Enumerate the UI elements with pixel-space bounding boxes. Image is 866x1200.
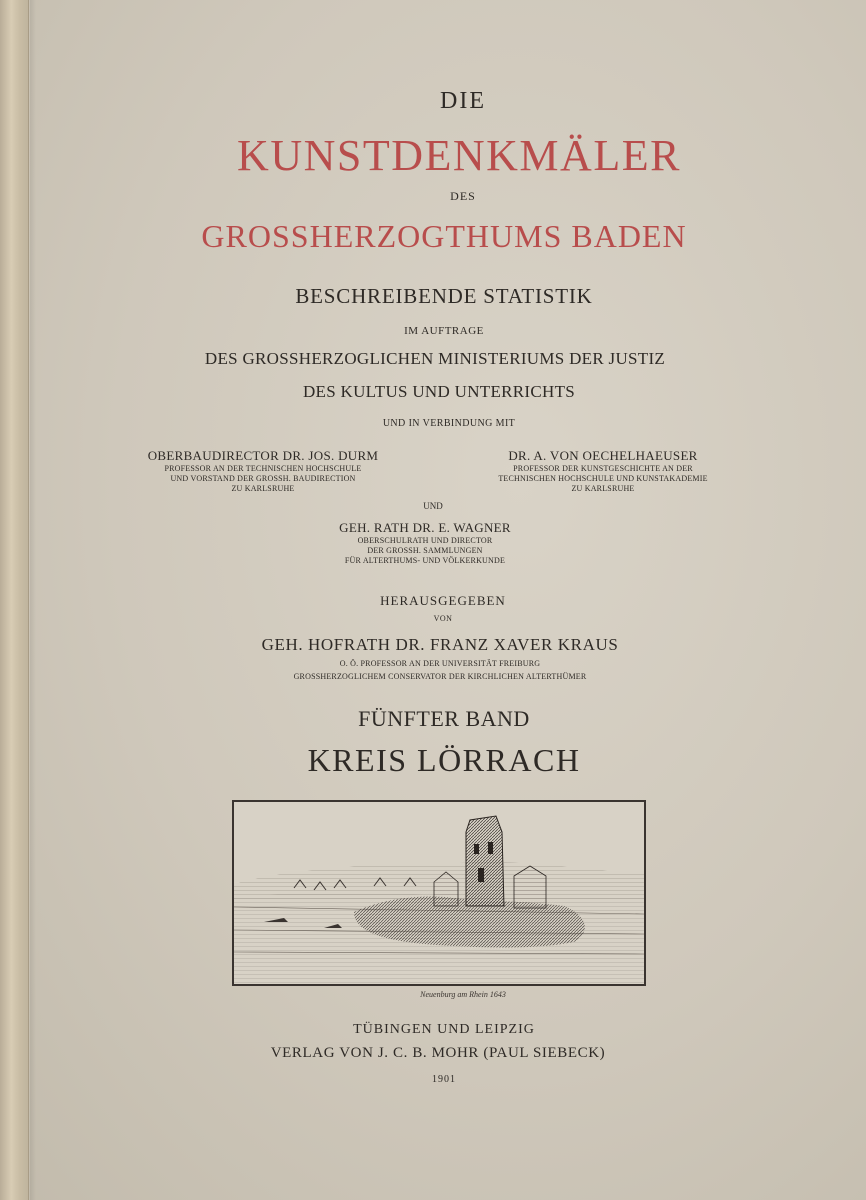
collaborator-left-name: OBERBAUDIRECTOR DR. JOS. DURM — [147, 448, 379, 463]
collaborator-right — [448, 448, 758, 494]
collaborator-right-line: TECHNISCHEN HOCHSCHULE UND KUNSTAKADEMIE — [498, 474, 708, 483]
collaborator-third — [290, 520, 560, 566]
description-line4: DES KULTUS UND UNTERRICHTS — [302, 382, 576, 401]
imprint-place: TÜBINGEN UND LEIPZIG — [353, 1022, 535, 1037]
description-line2: IM AUFTRAGE — [404, 325, 484, 337]
collaborator-left — [108, 448, 418, 494]
editor-name: GEH. HOFRATH DR. FRANZ XAVER KRAUS — [261, 635, 619, 654]
main-title: KUNSTDENKMÄLER — [237, 131, 681, 180]
description-line5: UND IN VERBINDUNG MIT — [382, 418, 516, 429]
imprint-year: 1901 — [432, 1074, 456, 1085]
editor-von: VON — [433, 614, 453, 623]
collaborator-third-line: OBERSCHULRATH UND DIRECTOR — [357, 536, 493, 545]
collaborator-left-line: ZU KARLSRUHE — [231, 484, 295, 493]
volume-band: FÜNFTER BAND — [358, 706, 530, 731]
collaborator-right-line: PROFESSOR DER KUNSTGESCHICHTE AN DER — [513, 464, 693, 473]
editor-line1: O. Ö. PROFESSOR AN DER UNIVERSITÄT FREIBURG — [339, 659, 541, 668]
title-des: DES — [450, 189, 476, 203]
collaborator-right-line: ZU KARLSRUHE — [571, 484, 635, 493]
imprint-publisher: VERLAG VON J. C. B. MOHR (PAUL SIEBECK) — [270, 1045, 606, 1061]
collaborator-left-line: UND VORSTAND DER GROSSH. BAUDIRECTION — [170, 474, 356, 483]
editor-line2: GROSSHERZOGLICHEM CONSERVATOR DER KIRCHLICHEN ALTERTHÜMER — [293, 672, 587, 681]
collaborator-third-line: DER GROSSH. SAMMLUNGEN — [367, 546, 483, 555]
collaborator-third-name: GEH. RATH DR. E. WAGNER — [339, 520, 511, 535]
volume-kreis: KREIS LÖRRACH — [307, 742, 581, 778]
engraving-art — [234, 802, 644, 984]
subtitle: GROSSHERZOGTHUMS BADEN — [201, 218, 687, 254]
description-line3: DES GROSSHERZOGLICHEN MINISTERIUMS DER JUSTIZ — [204, 349, 666, 368]
collaborator-left-line: PROFESSOR AN DER TECHNISCHEN HOCHSCHULE — [164, 464, 362, 473]
collaborator-third-line: FÜR ALTERTHUMS- UND VÖLKERKUNDE — [344, 556, 506, 565]
editor-herausgegeben: HERAUSGEGEBEN — [380, 593, 506, 608]
engraving-caption: Neuenburg am Rhein 1643 — [420, 990, 506, 999]
title-die: DIE — [440, 88, 486, 114]
collaborator-right-name: DR. A. VON OECHELHAEUSER — [508, 448, 698, 463]
description-line1: BESCHREIBENDE STATISTIK — [295, 284, 593, 308]
collaborator-und: UND — [423, 501, 443, 511]
engraving-illustration — [232, 800, 646, 986]
